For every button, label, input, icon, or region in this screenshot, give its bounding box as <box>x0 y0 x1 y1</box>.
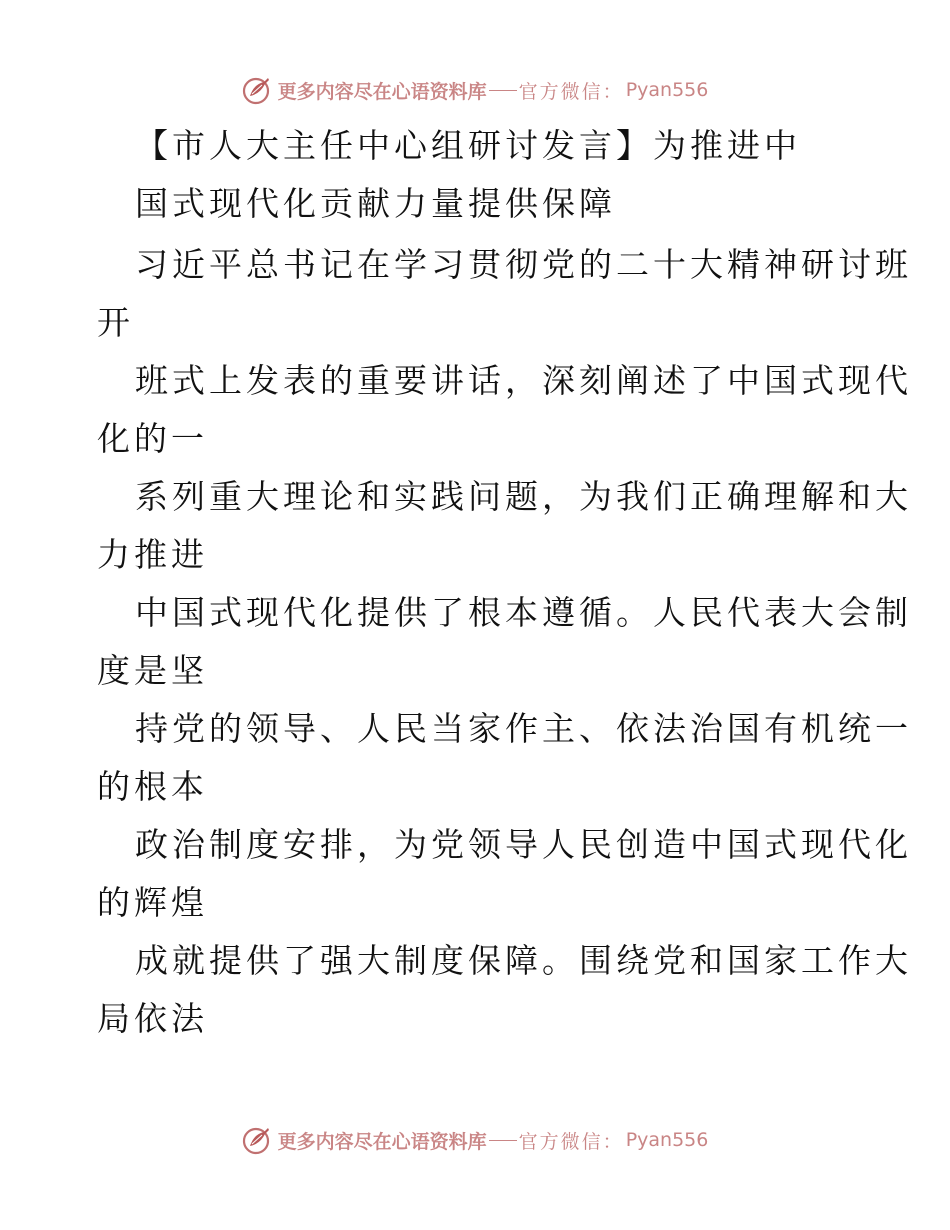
document-title-line-2: 国式现代化贡献力量提供保障 <box>135 184 616 223</box>
watermark-wechat-label: 官方微信： <box>518 1130 624 1153</box>
paragraph-line: 中国式现代化提供了根本遵循。人民代表大会制 <box>135 593 912 632</box>
pen-logo-icon <box>242 74 274 106</box>
watermark-wechat-label: 官方微信： <box>518 80 624 103</box>
watermark-wechat-id: Pyan556 <box>625 1129 709 1151</box>
watermark-brand-text: 更多内容尽在心语资料库 <box>277 1130 487 1153</box>
header-watermark <box>0 72 950 108</box>
watermark-brand-text: 更多内容尽在心语资料库 <box>277 80 487 103</box>
footer-watermark <box>0 1122 950 1158</box>
paragraph-line: 局依法 <box>97 999 208 1038</box>
paragraph-line: 政治制度安排，为党领导人民创造中国式现代化 <box>135 825 912 864</box>
paragraph-line: 的根本 <box>97 767 208 806</box>
paragraph-line: 力推进 <box>97 535 208 574</box>
paragraph-line: 习近平总书记在学习贯彻党的二十大精神研讨班 <box>135 245 912 284</box>
paragraph-line: 成就提供了强大制度保障。围绕党和国家工作大 <box>135 941 912 980</box>
paragraph-line: 班式上发表的重要讲话，深刻阐述了中国式现代 <box>135 361 912 400</box>
document-title-line-1: 【市人大主任中心组研讨发言】为推进中 <box>135 126 801 165</box>
paragraph-line: 化的一 <box>97 419 208 458</box>
pen-logo-icon <box>242 1124 274 1156</box>
paragraph-line: 的辉煌 <box>97 883 208 922</box>
paragraph-line: 开 <box>97 303 134 342</box>
watermark-separator <box>489 90 517 91</box>
paragraph-line: 度是坚 <box>97 651 208 690</box>
paragraph-line: 系列重大理论和实践问题，为我们正确理解和大 <box>135 477 912 516</box>
watermark-wechat-id: Pyan556 <box>625 79 709 101</box>
paragraph-line: 持党的领导、人民当家作主、依法治国有机统一 <box>135 709 912 748</box>
watermark-separator <box>489 1140 517 1141</box>
